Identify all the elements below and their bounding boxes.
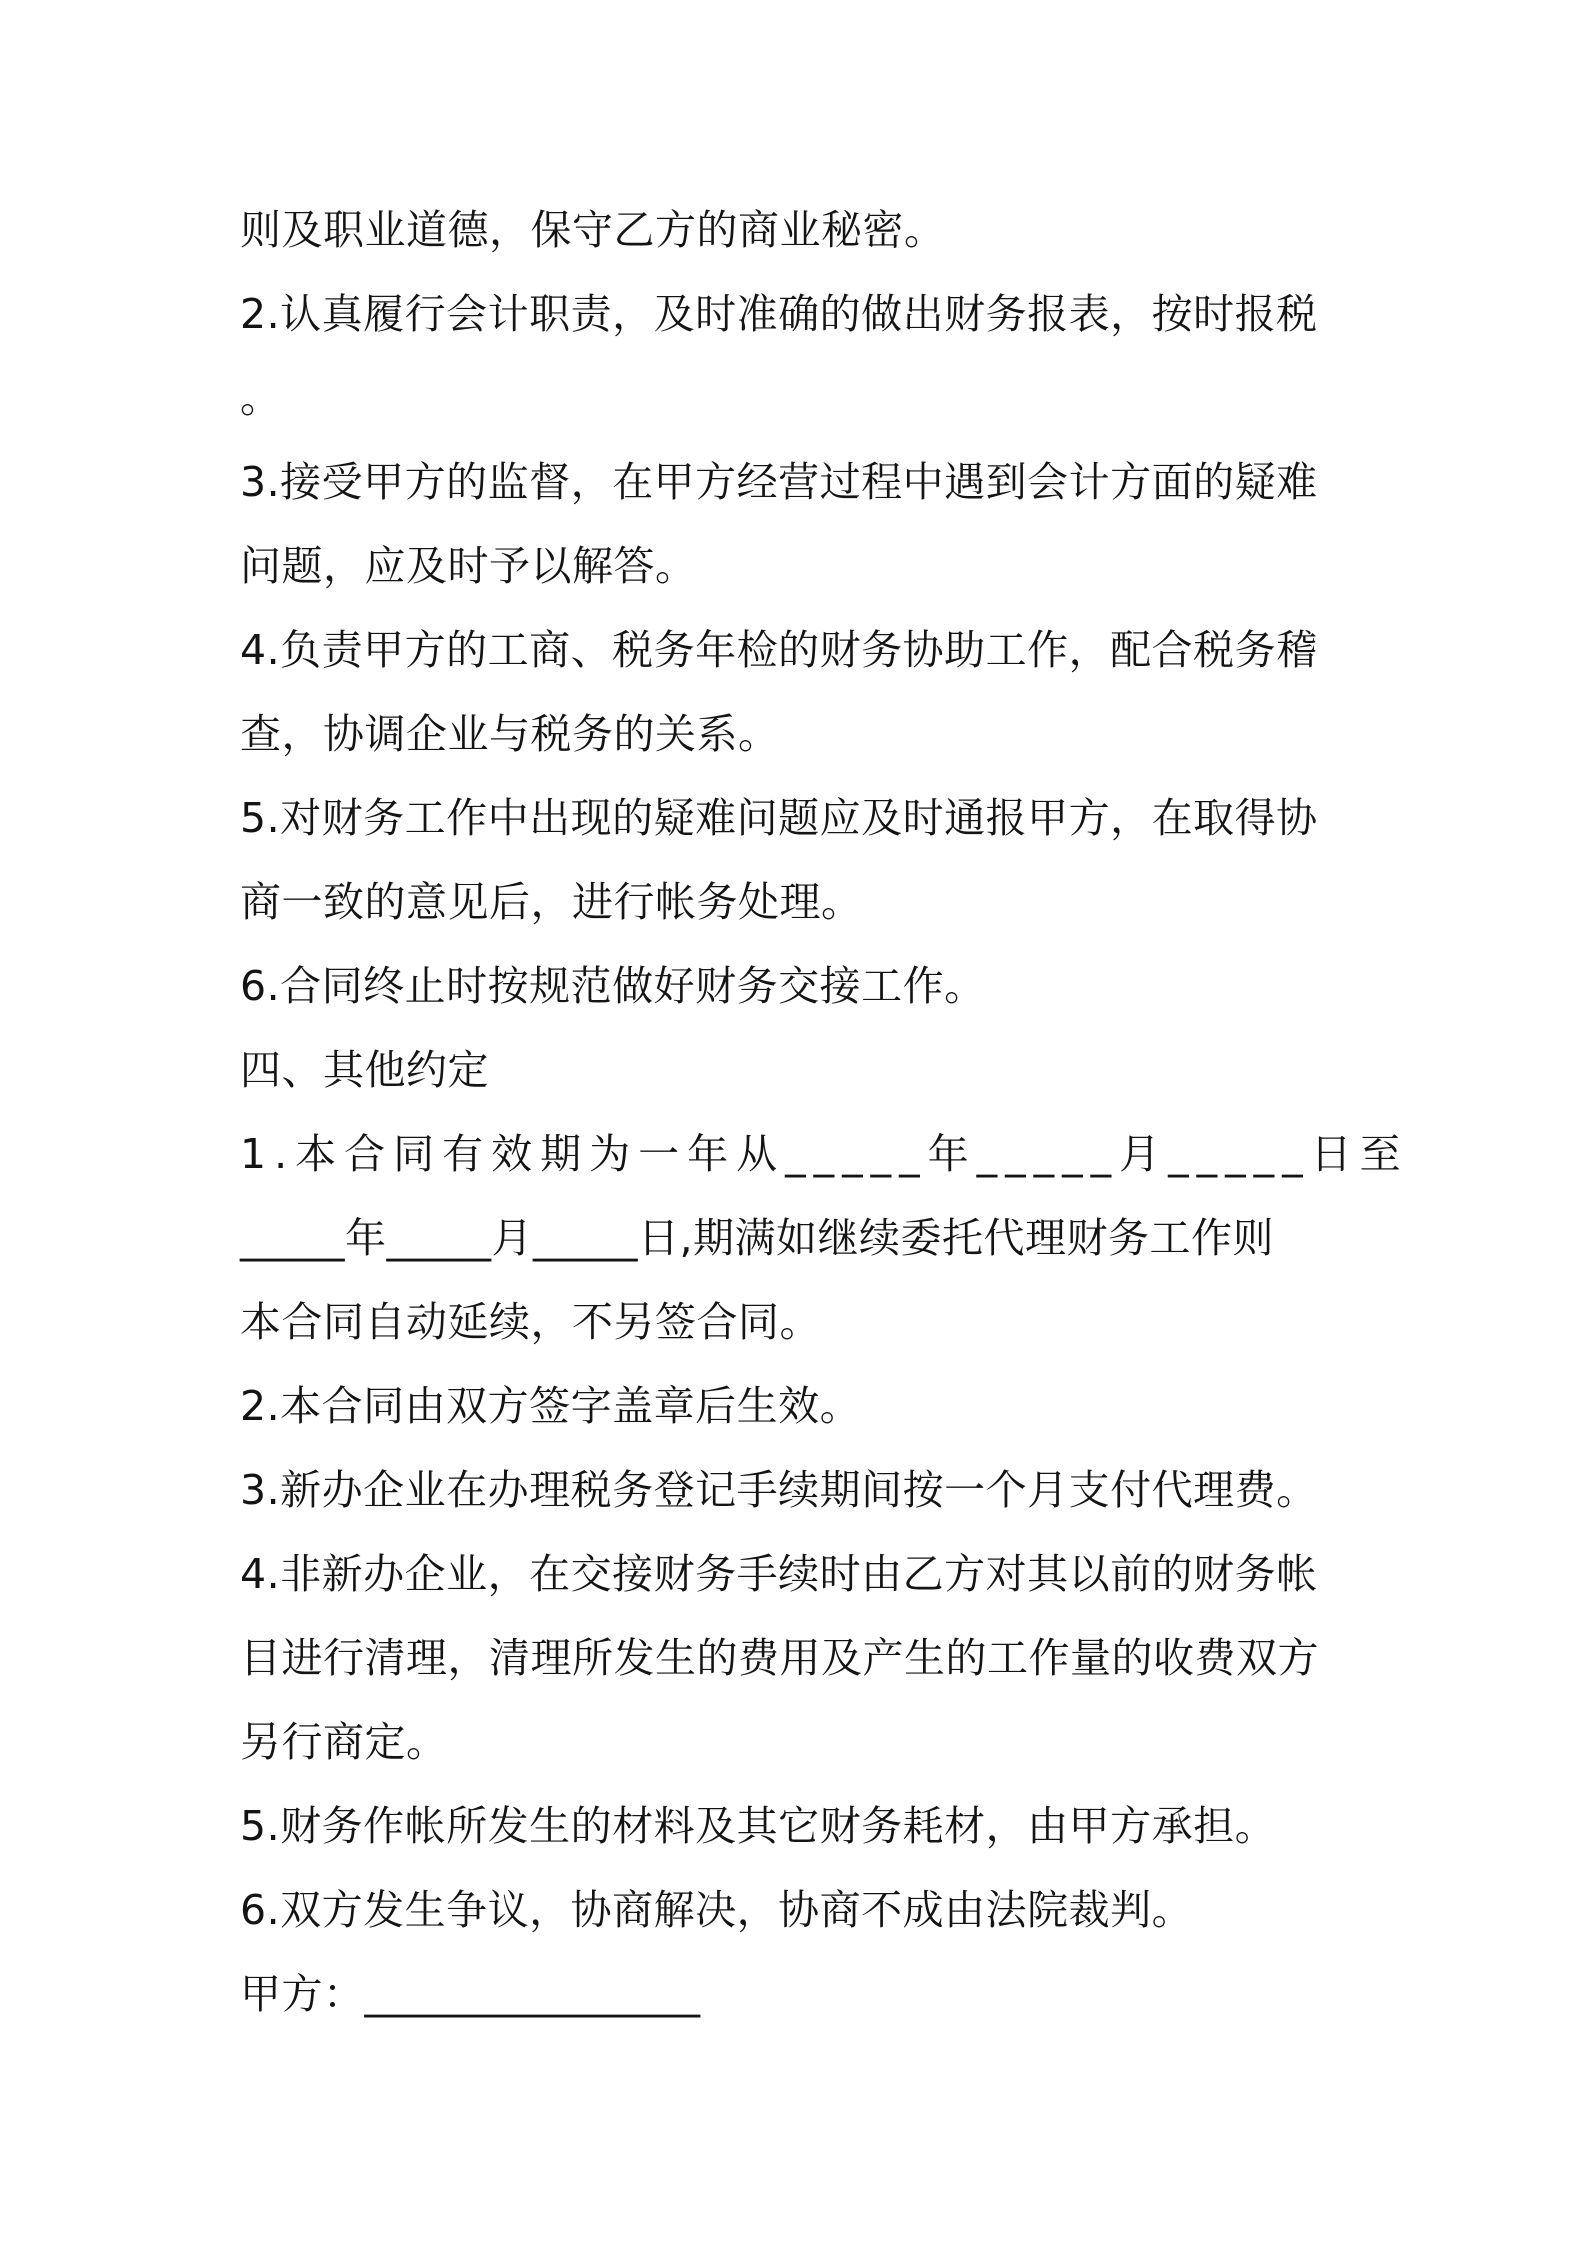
text-line-2: 2.认真履行会计职责，及时准确的做出财务报表，按时报税 (240, 290, 1318, 338)
text-line-3: 。 (240, 374, 282, 422)
text-line-15: 2.本合同由双方签字盖章后生效。 (240, 1382, 862, 1430)
text-line-5: 问题，应及时予以解答。 (240, 542, 697, 590)
text-line-14: 本合同自动延续，不另签合同。 (240, 1298, 821, 1346)
text-line-12: 1.本合同有效期为一年从_____年_____月_____日至 (240, 1130, 1409, 1178)
text-line-8: 5.对财务工作中出现的疑难问题应及时通报甲方，在取得协 (240, 794, 1318, 842)
text-line-6: 4.负责甲方的工商、税务年检的财务协助工作，配合税务稽 (240, 626, 1318, 674)
text-line-9: 商一致的意见后，进行帐务处理。 (240, 878, 863, 926)
section-heading: 四、其他约定 (240, 1046, 489, 1094)
text-line-16: 3.新办企业在办理税务登记手续期间按一个月支付代理费。 (240, 1466, 1318, 1514)
text-line-13: _____年_____月_____日,期满如继续委托代理财务工作则 (240, 1214, 1275, 1262)
text-line-17: 4.非新办企业，在交接财务手续时由乙方对其以前的财务帐 (240, 1550, 1318, 1598)
text-line-1: 则及职业道德，保守乙方的商业秘密。 (240, 206, 946, 254)
text-line-4: 3.接受甲方的监督，在甲方经营过程中遇到会计方面的疑难 (240, 458, 1318, 506)
text-line-7: 查，协调企业与税务的关系。 (240, 710, 780, 758)
text-line-18: 目进行清理，清理所发生的费用及产生的工作量的收费双方 (240, 1634, 1319, 1682)
text-line-20: 5.财务作帐所发生的材料及其它财务耗材，由甲方承担。 (240, 1802, 1277, 1850)
party-a-signature-line: 甲方：________________ (240, 1970, 701, 2018)
text-line-21: 6.双方发生争议，协商解决，协商不成由法院裁判。 (240, 1886, 1194, 1934)
text-line-10: 6.合同终止时按规范做好财务交接工作。 (240, 962, 986, 1010)
text-line-19: 另行商定。 (240, 1718, 448, 1766)
